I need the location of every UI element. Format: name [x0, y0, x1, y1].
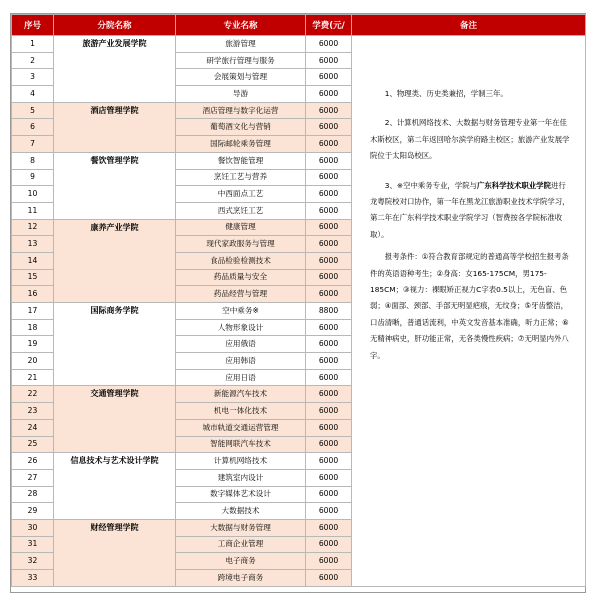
note-3 — [370, 178, 571, 244]
cell-fee: 6000 — [306, 486, 352, 503]
cell-seq: 8 — [12, 152, 54, 169]
cell-fee: 6000 — [306, 503, 352, 520]
cell-seq: 19 — [12, 336, 54, 353]
cell-seq: 26 — [12, 453, 54, 470]
cell-seq: 28 — [12, 486, 54, 503]
cell-fee: 6000 — [306, 36, 352, 53]
cell-major: 健康管理 — [176, 219, 306, 236]
cell-major: 应用韩语 — [176, 353, 306, 370]
header-major: 专业名称 — [176, 15, 306, 36]
cell-seq: 33 — [12, 570, 54, 587]
cell-seq: 7 — [12, 136, 54, 153]
note-3-part-c: 进行龙粤院校对口协作，第一年在黑龙江旅游职业技术学院学习，第二年在广东科学技术职业学院学习（智费按各学院标准收取）。 — [370, 180, 570, 239]
cell-seq: 20 — [12, 353, 54, 370]
cell-seq: 11 — [12, 202, 54, 219]
cell-seq: 5 — [12, 102, 54, 119]
cell-fee: 6000 — [306, 52, 352, 69]
cell-fee: 6000 — [306, 536, 352, 553]
header-seq: 序号 — [12, 15, 54, 36]
cell-fee: 6000 — [306, 86, 352, 103]
cell-seq: 24 — [12, 419, 54, 436]
cell-major: 餐饮智能管理 — [176, 152, 306, 169]
cell-college: 财经管理学院 — [54, 519, 176, 586]
cell-seq: 16 — [12, 286, 54, 303]
cell-major: 旅游管理 — [176, 36, 306, 53]
cell-fee: 6000 — [306, 553, 352, 570]
cell-seq: 14 — [12, 252, 54, 269]
cell-seq: 10 — [12, 186, 54, 203]
cell-major: 国际邮轮乘务管理 — [176, 136, 306, 153]
cell-seq: 18 — [12, 319, 54, 336]
cell-college: 酒店管理学院 — [54, 102, 176, 152]
table-row — [12, 36, 586, 53]
cell-seq: 32 — [12, 553, 54, 570]
cell-fee: 6000 — [306, 269, 352, 286]
cell-fee: 6000 — [306, 69, 352, 86]
cell-fee: 6000 — [306, 219, 352, 236]
cell-notes — [352, 36, 586, 587]
cell-seq: 1 — [12, 36, 54, 53]
cell-major: 西式烹饪工艺 — [176, 202, 306, 219]
cell-seq: 23 — [12, 403, 54, 420]
cell-major: 城市轨道交通运营管理 — [176, 419, 306, 436]
cell-fee: 6000 — [306, 186, 352, 203]
cell-major: 导游 — [176, 86, 306, 103]
tuition-table — [11, 14, 586, 587]
cell-fee: 6000 — [306, 419, 352, 436]
cell-fee: 6000 — [306, 319, 352, 336]
cell-college: 国际商务学院 — [54, 303, 176, 386]
cell-major: 酒店管理与数字化运营 — [176, 102, 306, 119]
cell-seq: 9 — [12, 169, 54, 186]
cell-fee: 6000 — [306, 136, 352, 153]
cell-major: 现代家政服务与管理 — [176, 236, 306, 253]
cell-major: 智能网联汽车技术 — [176, 436, 306, 453]
cell-major: 葡萄酒文化与营销 — [176, 119, 306, 136]
cell-major: 新能源汽车技术 — [176, 386, 306, 403]
cell-major: 大数据与财务管理 — [176, 519, 306, 536]
cell-fee: 6000 — [306, 436, 352, 453]
cell-major: 空中乘务※ — [176, 303, 306, 320]
cell-seq: 21 — [12, 369, 54, 386]
cell-seq: 17 — [12, 303, 54, 320]
cell-major: 数字媒体艺术设计 — [176, 486, 306, 503]
cell-fee: 6000 — [306, 336, 352, 353]
cell-seq: 15 — [12, 269, 54, 286]
cell-major: 机电一体化技术 — [176, 403, 306, 420]
cell-major: 计算机网络技术 — [176, 453, 306, 470]
cell-major: 会展策划与管理 — [176, 69, 306, 86]
cell-seq: 2 — [12, 52, 54, 69]
cell-major: 烹饪工艺与营养 — [176, 169, 306, 186]
header-notes: 备注 — [352, 15, 586, 36]
cell-seq: 13 — [12, 236, 54, 253]
cell-fee: 6000 — [306, 353, 352, 370]
note-1: 1、物理类、历史类兼招，学制三年。 — [384, 89, 508, 98]
cell-fee: 6000 — [306, 469, 352, 486]
cell-major: 中西面点工艺 — [176, 186, 306, 203]
cell-seq: 30 — [12, 519, 54, 536]
header-college: 分院名称 — [54, 15, 176, 36]
cell-fee: 6000 — [306, 169, 352, 186]
note-2: 2、计算机网络技术、大数据与财务管理专业第一年在佳木斯校区，第二年返回哈尔滨学府路主校区；旅游产业发展学院位于太阳岛校区。 — [370, 118, 570, 161]
cell-seq: 29 — [12, 503, 54, 520]
cell-fee: 6000 — [306, 369, 352, 386]
cell-major: 应用日语 — [176, 369, 306, 386]
cell-major: 药品经营与管理 — [176, 286, 306, 303]
cell-fee: 6000 — [306, 152, 352, 169]
cell-fee: 6000 — [306, 236, 352, 253]
cell-seq: 31 — [12, 536, 54, 553]
cell-major: 应用俄语 — [176, 336, 306, 353]
cell-fee: 6000 — [306, 386, 352, 403]
table-body — [12, 36, 586, 587]
cell-major: 食品检验检测技术 — [176, 252, 306, 269]
cell-college: 旅游产业发展学院 — [54, 36, 176, 103]
header-row — [12, 15, 586, 36]
cell-major: 研学旅行管理与服务 — [176, 52, 306, 69]
cell-college: 餐饮管理学院 — [54, 152, 176, 219]
header-fee: 学费(元/ — [306, 15, 352, 36]
cell-fee: 6000 — [306, 570, 352, 587]
cell-major: 跨境电子商务 — [176, 570, 306, 587]
cell-fee: 6000 — [306, 403, 352, 420]
cell-major: 人物形象设计 — [176, 319, 306, 336]
cell-fee: 6000 — [306, 519, 352, 536]
cell-college: 交通管理学院 — [54, 386, 176, 453]
notes-block — [370, 36, 571, 364]
cell-college: 信息技术与艺术设计学院 — [54, 453, 176, 520]
cell-seq: 22 — [12, 386, 54, 403]
cell-fee: 6000 — [306, 453, 352, 470]
note-4-requirements: 报考条件：①符合教育部规定的普通高等学校招生报考条件的英语语种考生；②身高：女165-175CM，男175-185CM；③视力：裸眼矫正视力C字表0.5以上，无色盲、色弱；④面部、颈部、手部无明显疤痕，无纹身；⑤牙齿整洁，口齿清晰，普通话流利，中英文发音基本准确，听力正常；⑥无精神病史，肝功能正常，无各类慢性疾病；⑦无明显内外八字。 — [370, 252, 569, 360]
note-3-partner-college: 广东科学技术职业学院 — [477, 180, 551, 190]
cell-seq: 12 — [12, 219, 54, 236]
cell-fee: 6000 — [306, 286, 352, 303]
cell-seq: 27 — [12, 469, 54, 486]
cell-fee: 6000 — [306, 119, 352, 136]
tuition-table-frame — [10, 13, 586, 593]
cell-seq: 4 — [12, 86, 54, 103]
cell-seq: 6 — [12, 119, 54, 136]
cell-fee: 8800 — [306, 303, 352, 320]
cell-major: 建筑室内设计 — [176, 469, 306, 486]
cell-major: 工商企业管理 — [176, 536, 306, 553]
cell-fee: 6000 — [306, 202, 352, 219]
note-3-part-a: 3、※空中乘务专业，学院与 — [384, 180, 477, 190]
cell-major: 药品质量与安全 — [176, 269, 306, 286]
cell-fee: 6000 — [306, 252, 352, 269]
cell-major: 大数据技术 — [176, 503, 306, 520]
cell-major: 电子商务 — [176, 553, 306, 570]
cell-seq: 25 — [12, 436, 54, 453]
cell-fee: 6000 — [306, 102, 352, 119]
cell-seq: 3 — [12, 69, 54, 86]
cell-college: 康养产业学院 — [54, 219, 176, 302]
